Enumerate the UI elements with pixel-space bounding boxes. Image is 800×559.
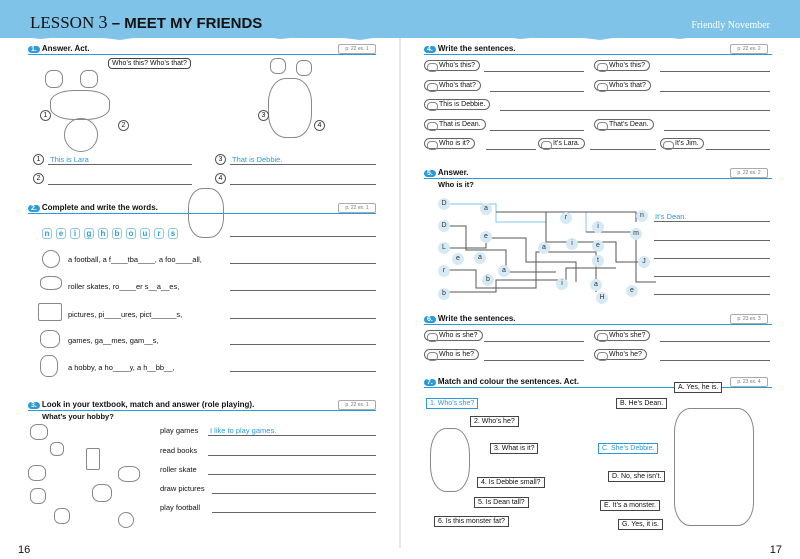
speech-bubble: Who’s this? Who’s that?: [108, 58, 191, 69]
ex4-reference: p. 22 ex. 2: [730, 44, 768, 54]
cat-character: [430, 428, 470, 492]
hobby-label-5: play football: [160, 503, 201, 512]
row-number-2: 2: [33, 173, 44, 184]
ex2-row-4: games, ga__mes, gam__s,: [68, 336, 159, 345]
ex2-reference: p. 22 ex. 1: [338, 203, 376, 213]
ex6-line-2[interactable]: [660, 341, 770, 342]
ex4-line-l1[interactable]: [484, 71, 584, 72]
roller-skates-icon: [40, 276, 62, 290]
ex2-row-3: pictures, pi____ures, pict______s,: [68, 310, 183, 319]
friends-painting-illustration: [674, 408, 754, 526]
ex6-item-2: Who’s she?: [594, 330, 650, 341]
ex5-heading: 5. Answer.: [424, 168, 469, 177]
hobby-label-2: read books: [160, 446, 198, 455]
ex4-line-l5[interactable]: [486, 149, 536, 150]
pic-label-1: 1: [40, 110, 51, 121]
hobby-line-1: [208, 435, 376, 436]
hobby-line-4[interactable]: [212, 493, 376, 494]
ex2-line-3[interactable]: [230, 318, 376, 319]
ex6-underline: [424, 324, 772, 325]
ex4-right-1: Who’s this?: [594, 60, 650, 71]
hobby-line-3[interactable]: [208, 474, 376, 475]
ex5-reference: p. 22 ex. 2: [730, 168, 768, 178]
ex6-heading: 6. Write the sentences.: [424, 314, 516, 323]
ex2-row-2: roller skates, ro____er s__a__es,: [68, 282, 180, 291]
lesson-title: LESSON 3 – MEET MY FRIENDS: [30, 12, 263, 32]
ex4-left-5: Who is it?: [424, 138, 475, 149]
ex1-reference: p. 22 ex. 1: [338, 44, 376, 54]
ex3-heading: 3. Look in your textbook, match and answer (role playing).: [28, 400, 254, 409]
answer-b[interactable]: B. He’s Dean.: [616, 398, 667, 409]
ex2-row-1: a football, a f____tba____, a foo____all,: [68, 255, 202, 264]
ex2-row-5: a hobby, a ho____y, a h__bb__,: [68, 363, 175, 372]
cat-illustration: [188, 188, 224, 238]
question-4[interactable]: 4. Is Debbie small?: [477, 477, 545, 488]
hobby-label-1: play games: [160, 426, 199, 435]
hobby-answer-1[interactable]: I like to play games.: [210, 426, 277, 435]
question-2[interactable]: 2. Who’s he?: [470, 416, 519, 427]
ex6-item-1: Who is she?: [424, 330, 483, 341]
ex4-line-r2[interactable]: [660, 91, 770, 92]
hobby-label-3: roller skate: [160, 465, 197, 474]
ex5-line-4[interactable]: [654, 294, 770, 295]
ex4-left-2: Who’s that?: [424, 80, 481, 91]
ex4-right-2: Who’s that?: [594, 80, 651, 91]
ex4-line-l3[interactable]: [500, 110, 770, 111]
ex2-line-5[interactable]: [230, 371, 376, 372]
ex5-line-3[interactable]: [654, 276, 770, 277]
ex6-line-3[interactable]: [484, 360, 584, 361]
ex6-line-4[interactable]: [660, 360, 770, 361]
hobby-line-5[interactable]: [212, 512, 376, 513]
ex4-line-m5[interactable]: [590, 149, 656, 150]
pic-label-4: 4: [314, 120, 325, 131]
question-3[interactable]: 3. What is it?: [490, 443, 538, 454]
ex2-line-0[interactable]: [230, 236, 376, 237]
ex3-reference: p. 22 ex. 1: [338, 400, 376, 410]
games-icon: [40, 330, 60, 348]
ex4-line-r5[interactable]: [706, 149, 770, 150]
ex4-right-4: That’s Dean.: [594, 119, 654, 130]
row-number-1: 1: [33, 154, 44, 165]
answer-1[interactable]: This is Lara: [50, 155, 89, 164]
answer-c[interactable]: C. She’s Debbie.: [598, 443, 658, 454]
ex7-reference: p. 23 ex. 4: [730, 377, 768, 387]
ex6-item-3: Who is he?: [424, 349, 479, 360]
answer-line-1: [48, 164, 192, 165]
question-6[interactable]: 6. Is this monster fat?: [434, 516, 509, 527]
ex4-mid-5: It’s Lara.: [538, 138, 585, 149]
answer-line-2[interactable]: [48, 184, 192, 185]
ex6-item-4: Who’s he?: [594, 349, 647, 360]
answer-g[interactable]: G. Yes, it is.: [618, 519, 663, 530]
month-label: Friendly November: [691, 20, 770, 31]
ex2-line-4[interactable]: [230, 344, 376, 345]
ex4-heading: 4. Write the sentences.: [424, 44, 516, 53]
pic-label-3: 3: [258, 110, 269, 121]
ex4-line-l4[interactable]: [490, 130, 584, 131]
ex4-right-5: It’s Jim.: [660, 138, 704, 149]
ex4-left-3: This is Debbie.: [424, 99, 490, 110]
ex4-left-1: Who’s this?: [424, 60, 480, 71]
hobby-label-4: draw pictures: [160, 484, 205, 493]
answer-line-3: [230, 164, 376, 165]
ex6-reference: p. 23 ex. 3: [730, 314, 768, 324]
ex5-answer[interactable]: It’s Dean.: [655, 212, 687, 221]
row-number-3: 3: [215, 154, 226, 165]
hobby-icon: [40, 355, 58, 377]
pic-label-2: 2: [118, 120, 129, 131]
row-number-4: 4: [215, 173, 226, 184]
answer-3[interactable]: That is Debbie.: [232, 155, 283, 164]
ex4-left-4: That is Dean.: [424, 119, 486, 130]
answer-line-4[interactable]: [230, 184, 376, 185]
page-number-left: 16: [18, 544, 31, 556]
question-1[interactable]: 1. Who’s she?: [426, 398, 478, 409]
ex4-line-r4[interactable]: [664, 130, 770, 131]
ex7-heading: 7. Match and colour the sentences. Act.: [424, 377, 579, 386]
ex3-question: What’s your hobby?: [42, 412, 114, 421]
football-icon: [42, 250, 60, 268]
ex5-line-2[interactable]: [654, 258, 770, 259]
ex5-line-0: [654, 221, 770, 222]
ex5-underline: [424, 178, 772, 179]
ex2-line-2[interactable]: [230, 290, 376, 291]
page-number-right: 17: [769, 544, 782, 556]
ex4-line-r1[interactable]: [660, 71, 770, 72]
ex2-line-1[interactable]: [230, 263, 376, 264]
pictures-icon: [38, 303, 62, 321]
ex1-underline: [28, 54, 376, 55]
ex4-underline: [424, 54, 772, 55]
ex2-heading: 2. Complete and write the words.: [28, 203, 158, 212]
answer-a[interactable]: A. Yes, he is.: [674, 382, 722, 393]
hobby-line-2[interactable]: [208, 455, 376, 456]
ex3-underline: [28, 410, 376, 411]
ex5-subtitle: Who is it?: [438, 180, 474, 189]
question-5[interactable]: 5. Is Dean tall?: [474, 497, 529, 508]
ex4-line-l2[interactable]: [490, 91, 584, 92]
answer-e[interactable]: E. It’s a monster.: [600, 500, 660, 511]
ex1-heading: 1. Answer. Act.: [28, 44, 90, 53]
page-spine: [399, 38, 401, 548]
ex5-line-1[interactable]: [654, 240, 770, 241]
ex6-line-1[interactable]: [484, 341, 584, 342]
answer-d[interactable]: D. No, she isn’t.: [608, 471, 665, 482]
